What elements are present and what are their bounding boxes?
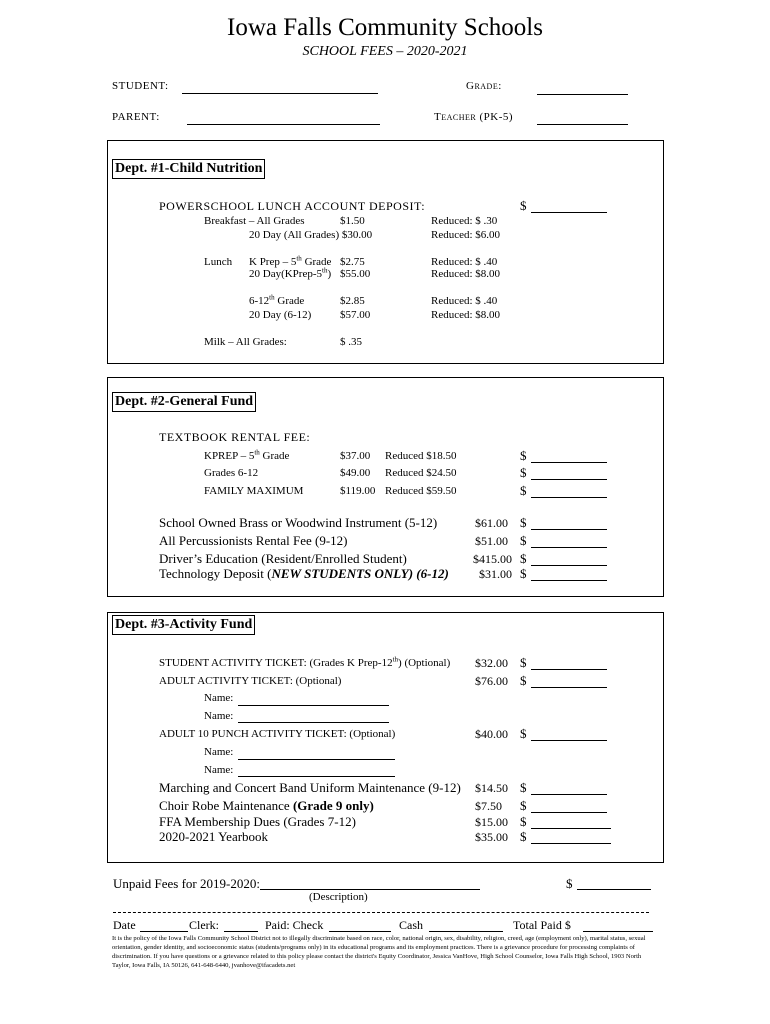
cash-field[interactable]: [429, 931, 503, 932]
band-field[interactable]: [531, 794, 607, 795]
student-ticket-field[interactable]: [531, 669, 607, 670]
lunch-612-20day-reduced: Reduced: $8.00: [431, 309, 501, 321]
brass-dollar: $: [520, 515, 527, 530]
ffa-dollar: $: [520, 814, 527, 829]
yearbook-dollar: $: [520, 829, 527, 844]
student-ticket-price: $32.00: [475, 656, 508, 670]
lunch-612-reduced: Reduced: $ .40: [431, 295, 498, 307]
student-field[interactable]: [182, 93, 378, 94]
breakfast-20day: 20 Day (All Grades) $30.00: [249, 229, 373, 241]
kprep-price: $37.00: [340, 450, 371, 462]
ffa-price: $15.00: [475, 815, 508, 829]
adult-ticket-field[interactable]: [531, 687, 607, 688]
driver-price: $415.00: [473, 552, 512, 566]
kprep-reduced: Reduced $18.50: [385, 450, 457, 462]
g612-field[interactable]: [531, 479, 607, 480]
choir-field[interactable]: [531, 812, 607, 813]
brass-row: School Owned Brass or Woodwind Instrument (5-12): [159, 515, 438, 530]
lunch-612-price: $2.85: [340, 295, 365, 307]
ffa-row: FFA Membership Dues (Grades 7-12): [159, 814, 356, 829]
choir-dollar: $: [520, 798, 527, 813]
g612-row: Grades 6-12: [204, 467, 259, 479]
driver-dollar: $: [520, 551, 527, 566]
lunch-k5-20day: 20 Day(KPrep-5th): [249, 266, 332, 280]
tech-price: $31.00: [479, 567, 512, 581]
family-price: $119.00: [340, 485, 376, 497]
lunch-612: 6-12th Grade: [249, 293, 305, 307]
lunch-k5-20day-reduced: Reduced: $8.00: [431, 268, 501, 280]
punch-dollar: $: [520, 726, 527, 741]
choir-price: $7.50: [475, 799, 502, 813]
adult-ticket-price: $76.00: [475, 674, 508, 688]
date-field[interactable]: [140, 931, 188, 932]
page-subtitle: SCHOOL FEES – 2020-2021: [302, 44, 468, 59]
family-row: FAMILY MAXIMUM: [204, 485, 304, 497]
grade-field[interactable]: [537, 94, 628, 95]
clerk-field[interactable]: [224, 931, 258, 932]
family-reduced: Reduced $59.50: [385, 485, 457, 497]
adult-ticket-dollar: $: [520, 673, 527, 688]
milk-label: Milk – All Grades:: [204, 336, 287, 348]
tech-field[interactable]: [531, 580, 607, 581]
band-price: $14.50: [475, 781, 508, 795]
paid-check-label: Paid: Check: [265, 918, 324, 932]
perc-row: All Percussionists Rental Fee (9-12): [159, 533, 348, 548]
total-paid-label: Total Paid $: [513, 918, 571, 932]
brass-field[interactable]: [531, 529, 607, 530]
date-label: Date: [113, 918, 136, 932]
unpaid-dollar: $: [566, 876, 573, 891]
lunch-k5-price: $2.75: [340, 256, 365, 268]
total-paid-field[interactable]: [583, 931, 653, 932]
punch-name-1-label: Name:: [204, 746, 234, 758]
breakfast-label: Breakfast – All Grades: [204, 215, 305, 227]
punch-field[interactable]: [531, 740, 607, 741]
lunch-612-20day-price: $57.00: [340, 309, 371, 321]
yearbook-price: $35.00: [475, 830, 508, 844]
milk-price: $ .35: [340, 336, 362, 348]
band-dollar: $: [520, 780, 527, 795]
check-field[interactable]: [329, 931, 391, 932]
clerk-label: Clerk:: [189, 918, 219, 932]
g612-reduced: Reduced $24.50: [385, 467, 457, 479]
perc-field[interactable]: [531, 547, 607, 548]
driver-field[interactable]: [531, 565, 607, 566]
g612-price: $49.00: [340, 467, 371, 479]
grade-label: Grade:: [466, 80, 502, 92]
punch-name-2-field[interactable]: [238, 776, 395, 777]
student-label: STUDENT:: [112, 80, 169, 92]
lunch-612-20day: 20 Day (6-12): [249, 309, 312, 321]
dept1-title: Dept. #1-Child Nutrition: [112, 159, 265, 179]
lunch-label: Lunch: [204, 256, 233, 268]
adult-name-2-field[interactable]: [238, 722, 389, 723]
divider: [113, 912, 649, 913]
lunch-k5: K Prep – 5th Grade: [249, 254, 332, 268]
yearbook-row: 2020-2021 Yearbook: [159, 829, 269, 844]
kprep-row: KPREP – 5th Grade: [204, 448, 290, 462]
family-field[interactable]: [531, 497, 607, 498]
deposit-label: POWERSCHOOL LUNCH ACCOUNT DEPOSIT:: [159, 199, 426, 213]
tech-row: Technology Deposit (NEW STUDENTS ONLY) (6-12): [159, 566, 449, 581]
lunch-k5-20day-price: $55.00: [340, 268, 371, 280]
family-dollar: $: [520, 483, 527, 498]
student-ticket-row: STUDENT ACTIVITY TICKET: (Grades K Prep-12th) (Optional): [159, 655, 451, 669]
kprep-field[interactable]: [531, 462, 607, 463]
breakfast-price: $1.50: [340, 215, 365, 227]
kprep-dollar: $: [520, 448, 527, 463]
textbook-label: TEXTBOOK RENTAL FEE:: [159, 430, 311, 444]
driver-row: Driver’s Education (Resident/Enrolled Student): [159, 551, 407, 566]
unpaid-label: Unpaid Fees for 2019-2020:: [113, 876, 260, 891]
choir-row: Choir Robe Maintenance (Grade 9 only): [159, 798, 374, 813]
tech-dollar: $: [520, 566, 527, 581]
breakfast-20day-reduced: Reduced: $6.00: [431, 229, 501, 241]
parent-label: PARENT:: [112, 111, 160, 123]
deposit-field[interactable]: [531, 212, 607, 213]
yearbook-field[interactable]: [531, 843, 611, 844]
dept2-title: Dept. #2-General Fund: [112, 392, 256, 412]
cash-label: Cash: [399, 918, 423, 932]
nondiscrimination-statement: It is the policy of the Iowa Falls Community School District not to illegally discriminate based on race, color, national origin, sex, disability, religion, creed, age (employment only), marital status, sexual orientation, gender identity, and socioeconomic status (students/programs only) in its educational programs and its employment practices. There is a grievance procedure for processing complaints of discrimination. If you have questions or a grievance related to this policy please contact the district's Equity Coordinator, Jessica VanHove, High School Counselor, Iowa Falls High School, 1903 North Taylor, Iowa Falls, IA 50126, 641-648-6440, jvanhove@ifacadets.net: [112, 935, 646, 969]
perc-dollar: $: [520, 533, 527, 548]
ffa-field[interactable]: [531, 828, 611, 829]
dept3-title: Dept. #3-Activity Fund: [112, 615, 255, 635]
unpaid-amount-field[interactable]: [577, 889, 651, 890]
adult-name-1-field[interactable]: [238, 705, 389, 706]
parent-field[interactable]: [187, 124, 380, 125]
perc-price: $51.00: [475, 534, 508, 548]
punch-row: ADULT 10 PUNCH ACTIVITY TICKET: (Optional): [159, 728, 396, 740]
unpaid-description-field[interactable]: [260, 889, 480, 890]
g612-dollar: $: [520, 465, 527, 480]
teacher-field[interactable]: [537, 124, 628, 125]
band-row: Marching and Concert Band Uniform Maintenance (9-12): [159, 780, 461, 795]
adult-name-2-label: Name:: [204, 710, 234, 722]
page-title: Iowa Falls Community Schools: [227, 14, 543, 41]
brass-price: $61.00: [475, 516, 508, 530]
breakfast-reduced: Reduced: $ .30: [431, 215, 498, 227]
teacher-label: Teacher (PK-5): [434, 111, 514, 123]
description-caption: (Description): [309, 891, 368, 903]
adult-ticket-row: ADULT ACTIVITY TICKET: (Optional): [159, 675, 342, 687]
deposit-dollar: $: [520, 198, 527, 213]
lunch-k5-reduced: Reduced: $ .40: [431, 256, 498, 268]
punch-price: $40.00: [475, 727, 508, 741]
student-ticket-dollar: $: [520, 655, 527, 670]
punch-name-2-label: Name:: [204, 764, 234, 776]
punch-name-1-field[interactable]: [238, 759, 395, 760]
adult-name-1-label: Name:: [204, 692, 234, 704]
